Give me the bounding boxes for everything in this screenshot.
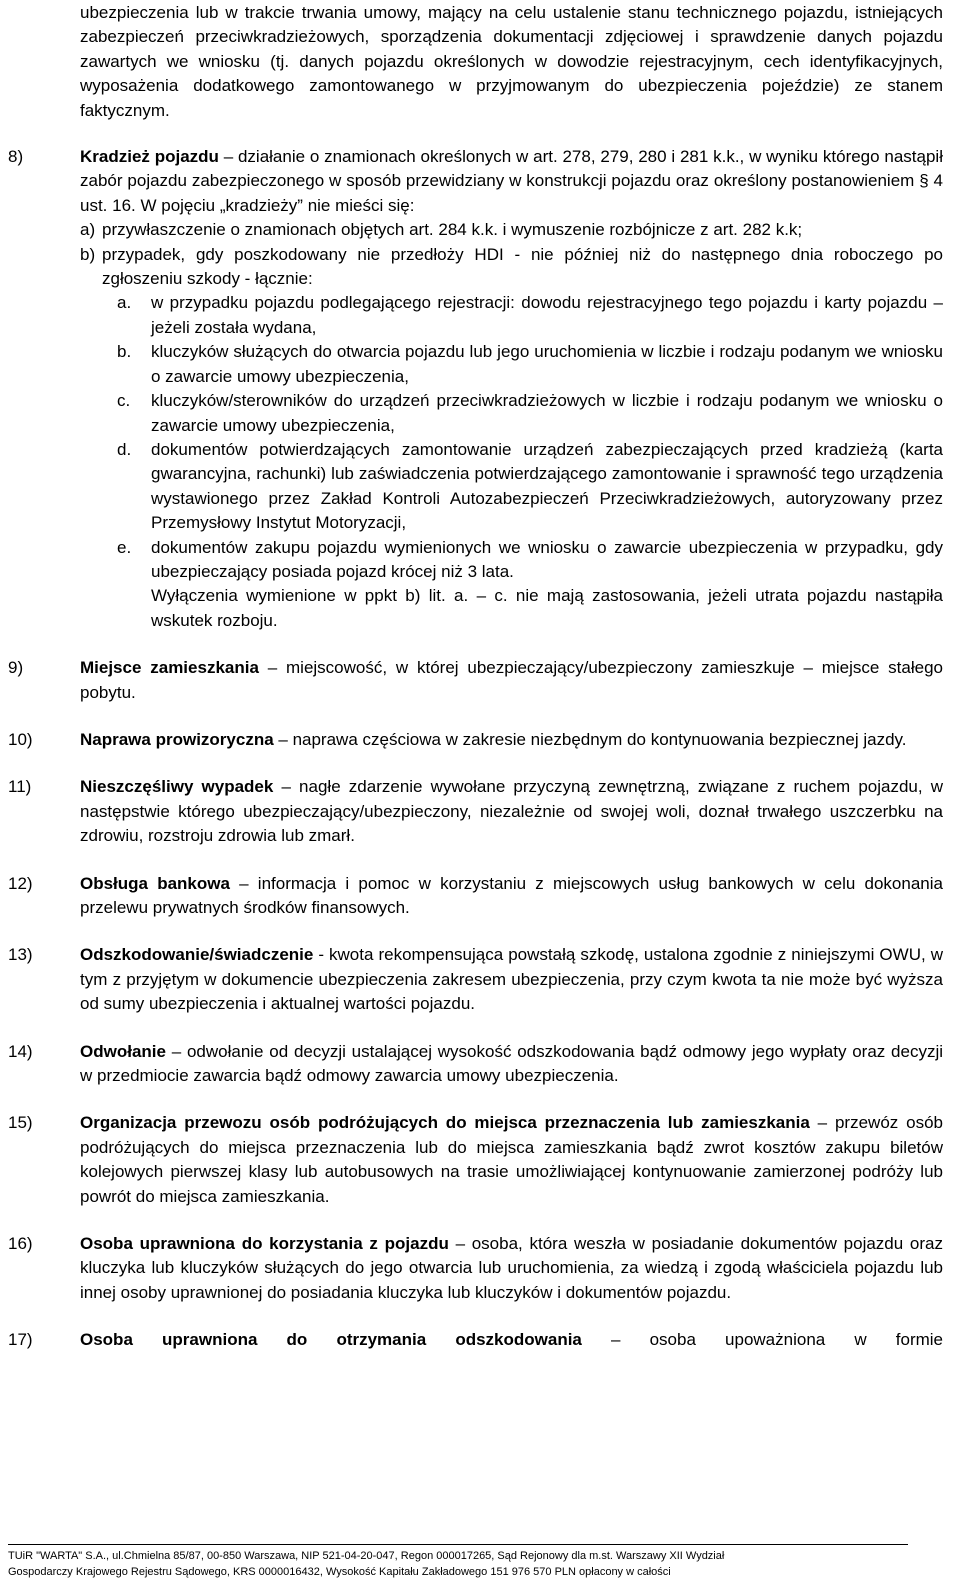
definition-13 bbox=[8, 943, 943, 1016]
definition-text: – nagłe zdarzenie wywołane przyczyną zewnętrzną, związane z ruchem pojazdu, w następstwie którego ubezpieczający/ubezpieczony, niezależnie od swojej woli, doznał trwałego uszczerbku na zdrowiu, rozstroju zdrowia lub zmarł. bbox=[80, 777, 943, 846]
footer-divider bbox=[8, 1544, 908, 1545]
definition-term: Organizacja przewozu osób podróżujących do miejsca przeznaczenia lub zamieszkania bbox=[80, 1113, 810, 1133]
definition-10 bbox=[8, 728, 943, 752]
definition-number: 11) bbox=[8, 777, 32, 797]
intro-paragraph: ubezpieczenia lub w trakcie trwania umowy, mający na celu ustalenie stanu technicznego pojazdu, istniejących zabezpieczeń przeciwkradzieżowych, sporządzenia dokumentacji zdjęciowej i sprawdzenie danych pojazdu zawartych we wniosku (tj. danych pojazdu określonych w dowodzie rejestracyjnym, cech identyfikacyjnych, wyposażenia dodatkowego zamontowanego w przyjmowanym do ubezpieczenia pojeździe) ze stanem faktycznym. bbox=[80, 3, 943, 120]
definition-text: – naprawa częściowa w zakresie niezbędnym do kontynuowania bezpiecznej jazdy. bbox=[273, 729, 907, 749]
definition-number: 16) bbox=[8, 1234, 33, 1254]
definition-term: Naprawa prowizoryczna bbox=[80, 729, 274, 749]
subsub-point-b bbox=[117, 340, 943, 389]
definition-term: Osoba uprawniona do korzystania z pojazdu bbox=[80, 1234, 449, 1254]
definition-9 bbox=[8, 656, 943, 705]
subpoint-text: przywłaszczenie o znamionach objętych art. 284 k.k. i wymuszenie rozbójnicze z art. 282 k.k; bbox=[102, 220, 803, 240]
subsub-label: d. bbox=[117, 439, 132, 459]
subsub-text: kluczyków/sterowników do urządzeń przeciwkradzieżowych w liczbie i rodzaju podanym we wniosku o zawarcie umowy ubezpieczenia, bbox=[151, 391, 943, 435]
definition-body bbox=[80, 1232, 943, 1305]
definition-12 bbox=[8, 872, 943, 921]
definition-text: – informacja i pomoc w korzystaniu z miejscowych usług bankowych w celu dokonania przelewu prywatnych środków finansowych. bbox=[80, 873, 943, 917]
definition-term: Odszkodowanie/świadczenie bbox=[80, 945, 314, 965]
subpoint-a bbox=[80, 218, 943, 242]
definition-number: 13) bbox=[8, 945, 33, 965]
footer-line-1: TUiR "WARTA" S.A., ul.Chmielna 85/87, 00-850 Warszawa, NIP 521-04-20-047, Regon 000017265, Sąd Rejonowy dla m.st. Warszawy XII Wydział bbox=[8, 1550, 725, 1562]
definition-number: 15) bbox=[8, 1113, 33, 1133]
subsub-label: e. bbox=[117, 537, 132, 557]
subpoint-label: a) bbox=[80, 220, 96, 240]
definition-text: - kwota rekompensująca powstałą szkodę, ustalona zgodnie z niniejszymi OWU, w tym z przyjętym w dokumencie ubezpieczenia zakresem ubezpieczenia, przy czym kwota ta nie może być wyższa od sumy ubezpieczenia i aktualnej wartości pojazdu. bbox=[80, 945, 943, 1014]
definition-term: Miejsce zamieszkania bbox=[80, 658, 259, 678]
definition-number: 14) bbox=[8, 1041, 33, 1061]
definition-number: 8) bbox=[8, 147, 24, 167]
definition-term: Kradzież pojazdu bbox=[80, 147, 219, 167]
definition-number: 9) bbox=[8, 658, 24, 678]
footer-line-2: Gospodarczy Krajowego Rejestru Sądowego, KRS 0000016432, Wysokość Kapitału Zakładowego 151 976 570 PLN opłacony w całości bbox=[8, 1566, 671, 1578]
exclusion-note: Wyłączenia wymienione w ppkt b) lit. a. – c. nie mają zastosowania, jeżeli utrata pojazdu nastąpiła wskutek rozboju. bbox=[151, 586, 943, 630]
definition-body bbox=[80, 145, 943, 633]
subsub-label: a. bbox=[117, 293, 132, 313]
subsub-point-a bbox=[117, 291, 943, 340]
definition-number: 17) bbox=[8, 1330, 33, 1350]
definition-body bbox=[80, 1040, 943, 1089]
definition-body bbox=[80, 1328, 943, 1352]
definition-11 bbox=[8, 775, 943, 848]
subpoint-text: przypadek, gdy poszkodowany nie przedłoży HDI - nie później niż do następnego dnia roboczego po zgłoszeniu szkody - łącznie: bbox=[102, 244, 943, 289]
document-content bbox=[8, 0, 943, 1353]
definition-term: Osoba uprawniona do otrzymania odszkodowania bbox=[80, 1330, 582, 1350]
subpoint-b bbox=[80, 243, 943, 292]
definition-15 bbox=[8, 1111, 943, 1209]
subsub-label: c. bbox=[117, 391, 131, 411]
definition-text: – osoba upoważniona w formie bbox=[581, 1330, 943, 1350]
definition-number: 12) bbox=[8, 873, 33, 893]
definition-17 bbox=[8, 1328, 943, 1352]
subsub-text: dokumentów zakupu pojazdu wymienionych we wniosku o zawarcie ubezpieczenia w przypadku, gdy ubezpieczający posiada pojazd krócej niż 3 lata. bbox=[151, 537, 943, 581]
definition-body bbox=[80, 872, 943, 921]
subsub-text: w przypadku pojazdu podlegającego rejestracji: dowodu rejestracyjnego tego pojazdu i karty pojazdu – jeżeli została wydana, bbox=[151, 293, 943, 337]
definition-term: Obsługa bankowa bbox=[80, 873, 230, 893]
subsub-text: dokumentów potwierdzających zamontowanie urządzeń zabezpieczających przed kradzieżą (karta gwarancyjna, rachunki) lub zaświadczenia potwierdzającego zamontowanie i sprawność tego urządzenia wystawionego przez Zakład Kontroli Autozabezpieczeń Przeciwkradzieżowych, autoryzowany przez Przemysłowy Instytut Motoryzacji, bbox=[151, 439, 943, 533]
definition-8 bbox=[8, 145, 943, 633]
subsub-label: b. bbox=[117, 342, 132, 362]
definition-term: Odwołanie bbox=[80, 1041, 166, 1061]
definition-text: – miejscowość, w której ubezpieczający/ubezpieczony zamieszkuje – miejsce stałego pobytu. bbox=[80, 658, 943, 702]
subsub-point-e bbox=[117, 536, 943, 585]
definition-body bbox=[80, 775, 943, 848]
definition-body bbox=[80, 1111, 943, 1209]
definition-body bbox=[80, 728, 943, 752]
definition-number: 10) bbox=[8, 729, 33, 749]
definition-14 bbox=[8, 1040, 943, 1089]
subsub-text: kluczyków służących do otwarcia pojazdu lub jego uruchomienia w liczbie i rodzaju podanym we wniosku o zawarcie umowy ubezpieczenia, bbox=[151, 342, 943, 386]
definition-text: – odwołanie od decyzji ustalającej wysokość odszkodowania bądź odmowy jego wypłaty oraz decyzji w przedmiocie zawarcia bądź odmowy zawarcia umowy ubezpieczenia. bbox=[80, 1041, 943, 1086]
definition-body bbox=[80, 943, 943, 1016]
page-footer bbox=[8, 1548, 943, 1580]
definition-text: – osoba, która weszła w posiadanie dokumentów pojazdu oraz kluczyka lub kluczyków służących do jego otwarcia lub uruchomienia, za wiedzą i zgodą właściciela pojazdu lub innej osoby uprawnionej do posiadania kluczyka lub kluczyków i dokumentów pojazdu. bbox=[80, 1234, 943, 1302]
definition-body bbox=[80, 656, 943, 705]
definition-text: – działanie o znamionach określonych w art. 278, 279, 280 i 281 k.k., w wyniku którego nastąpił zabór pojazdu zabezpieczonego w sposób przewidziany w konstrukcji pojazdu oraz określony postanowieniem § 4 ust. 16. W pojęciu „kradzieży” nie mieści się: bbox=[80, 147, 943, 215]
subpoint-label: b) bbox=[80, 244, 96, 264]
subsub-point-c bbox=[117, 389, 943, 438]
definition-text: – przewóz osób podróżujących do miejsca przeznaczenia lub do miejsca zamieszkania bądź zwrot kosztów zakupu biletów kolejowych pierwszej klasy lub autobusowych na trasie umożliwiającej kontynuowanie zamierzonej podróży lub powrót do miejsca zamieszkania. bbox=[80, 1113, 943, 1206]
definition-term: Nieszczęśliwy wypadek bbox=[80, 777, 274, 797]
subsub-point-d bbox=[117, 438, 943, 536]
definition-16 bbox=[8, 1232, 943, 1305]
